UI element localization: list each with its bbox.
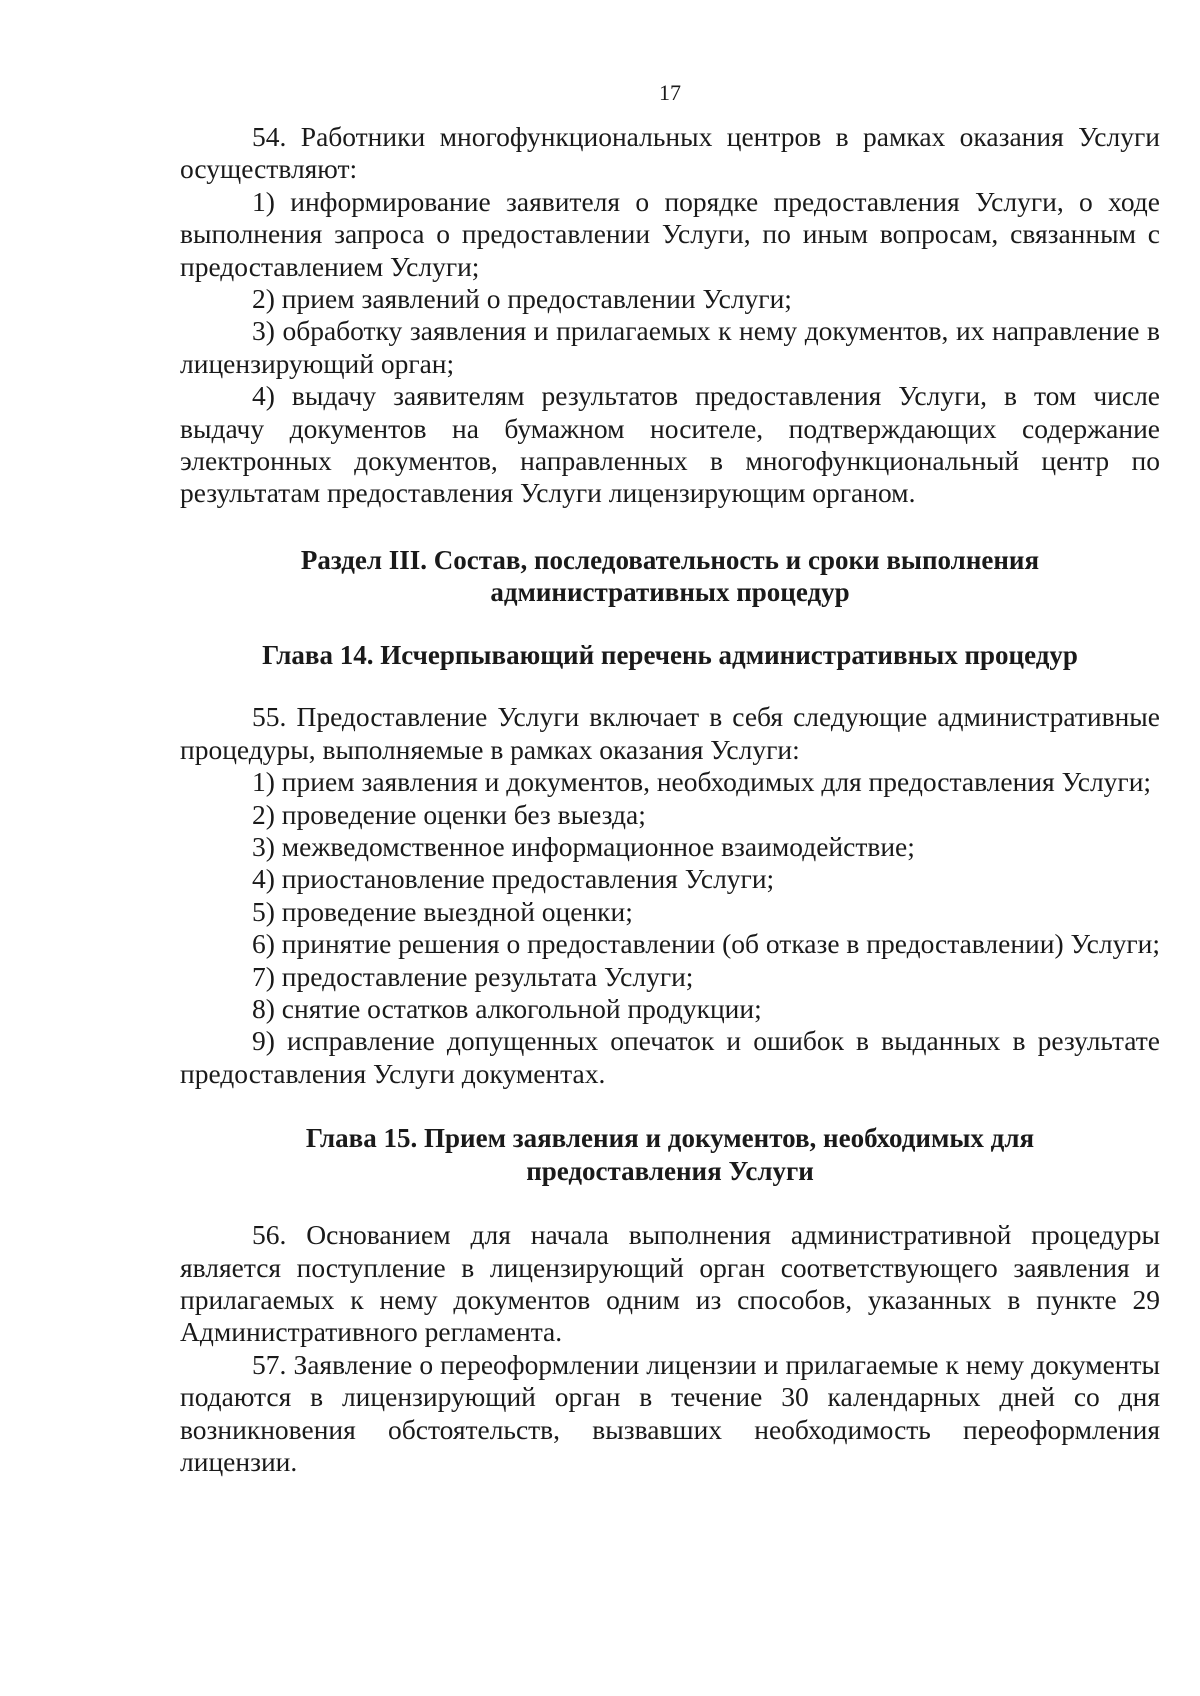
paragraph-55: 55. Предоставление Услуги включает в себя следующие административные процедуры, выполняемые в рамках оказания Услуги:: [180, 701, 1160, 765]
paragraph-55-item-6: 6) принятие решения о предоставлении (об отказе в предоставлении) Услуги;: [252, 928, 1160, 960]
paragraph-54-item-2: 2) прием заявлений о предоставлении Услуги;: [252, 283, 792, 315]
chapter-15-heading-line-1: Глава 15. Прием заявления и документов, необходимых для: [305, 1123, 1035, 1154]
paragraph-55-item-8: 8) снятие остатков алкогольной продукции;: [252, 993, 762, 1025]
paragraph-54-item-1: 1) информирование заявителя о порядке предоставления Услуги, о ходе выполнения запроса о предоставлении Услуги, по иным вопросам, связанным с предоставлением Услуги;: [180, 185, 1160, 282]
page-number: 17: [659, 80, 681, 105]
chapter-14-heading: Глава 14. Исчерпывающий перечень административных процедур: [262, 639, 1078, 670]
paragraph-55-item-7: 7) предоставление результата Услуги;: [252, 960, 694, 992]
section-3-heading-line-1: Раздел III. Состав, последовательность и сроки выполнения: [300, 544, 1040, 575]
paragraph-56: 56. Основанием для начала выполнения административной процедуры является поступление в лицензирующий орган соответствующего заявления и прилагаемых к нему документов одним из способов, указанных в пункте 29 Административного регламента.: [180, 1219, 1160, 1348]
paragraph-54: 54. Работники многофункциональных центров в рамках оказания Услуги осуществляют:: [180, 121, 1160, 185]
paragraph-55-item-2: 2) проведение оценки без выезда;: [252, 798, 646, 830]
paragraph-55-item-4: 4) приостановление предоставления Услуги;: [252, 863, 775, 895]
section-3-heading-line-2: административных процедур: [490, 577, 850, 608]
paragraph-55-item-5: 5) проведение выездной оценки;: [252, 895, 633, 927]
paragraph-55-item-9: 9) исправление допущенных опечаток и ошибок в выданных в результате предоставления Услуги документах.: [180, 1025, 1160, 1089]
paragraph-55-item-3: 3) межведомственное информационное взаимодействие;: [252, 831, 915, 862]
chapter-15-heading-line-2: предоставления Услуги: [526, 1155, 814, 1186]
paragraph-54-item-3: 3) обработку заявления и прилагаемых к нему документов, их направление в лицензирующий орган;: [180, 315, 1160, 379]
document-body: [180, 121, 1160, 1479]
paragraph-57: 57. Заявление о переоформлении лицензии и прилагаемые к нему документы подаются в лицензирующий орган в течение 30 календарных дней со дня возникновения обстоятельств, вызвавших необходимость переоформления лицензии.: [180, 1348, 1160, 1478]
paragraph-55-item-1: 1) прием заявления и документов, необходимых для предоставления Услуги;: [252, 766, 1152, 798]
paragraph-54-item-4: 4) выдачу заявителям результатов предоставления Услуги, в том числе выдачу документов на бумажном носителе, подтверждающих содержание электронных документов, направленных в многофункциональный центр по результатам предоставления Услуги лицензирующим органом.: [180, 380, 1160, 509]
